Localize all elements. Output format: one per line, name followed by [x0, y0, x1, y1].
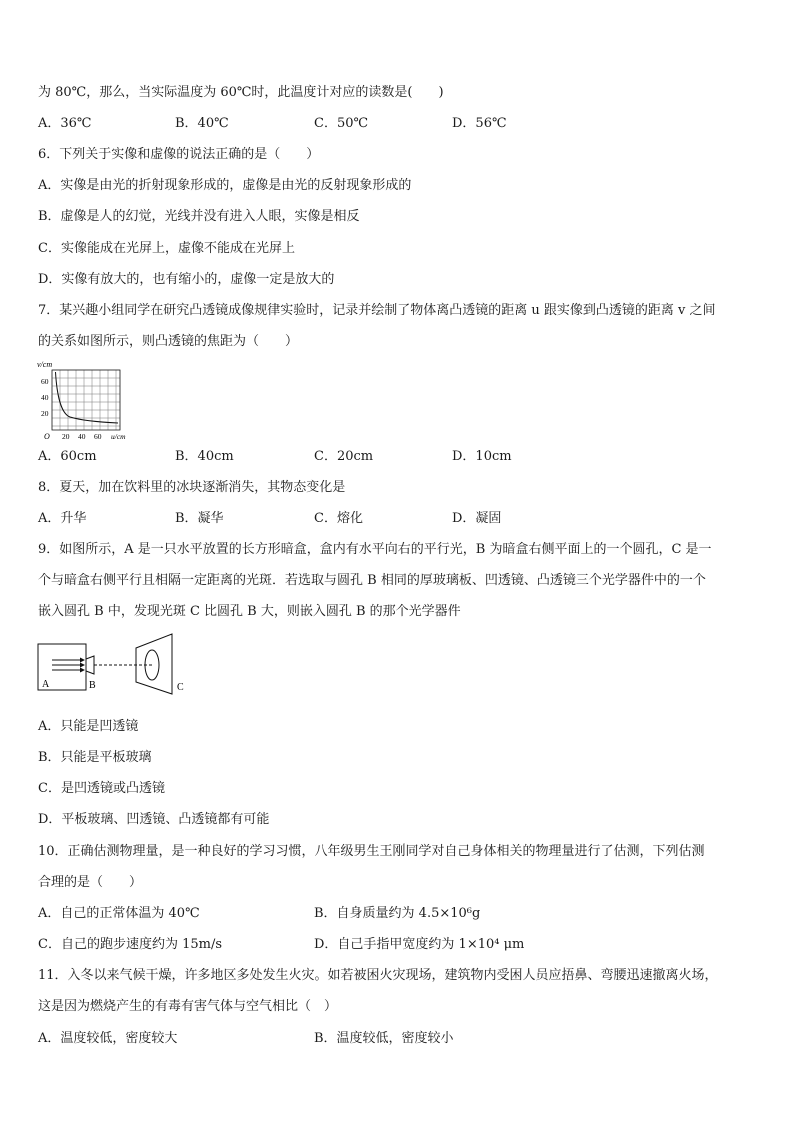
- q7-graph-ytick-60: 60: [41, 377, 49, 386]
- q5-option-d: D．56℃: [452, 116, 507, 131]
- q6-option-b: B．虚像是人的幻觉，光线并没有进入人眼，实像是相反: [38, 209, 360, 224]
- q8-option-c: C．熔化: [314, 511, 363, 526]
- q5-stem-tail: 为 80℃，那么，当实际温度为 60℃时，此温度计对应的读数是( ): [38, 85, 444, 100]
- label-c: C: [177, 682, 184, 693]
- q7-graph-curve: [56, 372, 119, 423]
- q10-stem-line2: 合理的是（ ）: [38, 875, 143, 890]
- label-b: B: [89, 680, 96, 691]
- q9-option-a: A．只能是凹透镜: [38, 719, 139, 734]
- q9-dark-box-diagram: [36, 630, 196, 696]
- q7-stem-line1: 7．某兴趣小组同学在研究凸透镜成像规律实验时，记录并绘制了物体离凸透镜的距离 u 跟实像到凸透镜的距离 v 之间: [38, 303, 716, 318]
- q11-stem-line2: 这是因为燃烧产生的有毒有害气体与空气相比（ ）: [38, 999, 338, 1014]
- q7-graph-xlabel: u/cm: [111, 432, 126, 441]
- q9-option-c: C．是凹透镜或凸透镜: [38, 781, 165, 796]
- q9-stem-line2: 个与暗盒右侧平行且相隔一定距离的光斑．若选取与圆孔 B 相同的厚玻璃板、凹透镜、凸透镜三个光学器件中的一个: [38, 573, 706, 588]
- q7-stem-line2: 的关系如图所示，则凸透镜的焦距为（ ）: [38, 334, 299, 349]
- label-a: A: [42, 679, 50, 690]
- q7-option-d: D．10cm: [452, 449, 512, 464]
- q7-option-c: C．20cm: [314, 449, 374, 464]
- q10-option-b: B．自身质量约为 4.5×10⁶g: [314, 906, 481, 921]
- q8-option-d: D．凝固: [452, 511, 502, 526]
- q7-graph-grid: [52, 370, 120, 430]
- q10-stem-line1: 10．正确估测物理量，是一种良好的学习习惯，八年级男生王刚同学对自己身体相关的物理量进行了估测，下列估测: [38, 844, 705, 859]
- q9-option-d: D．平板玻璃、凹透镜、凸透镜都有可能: [38, 812, 270, 827]
- q7-option-b: B．40cm: [175, 449, 234, 464]
- q7-uv-graph: [36, 358, 140, 442]
- q11-option-b: B．温度较低，密度较小: [314, 1031, 454, 1046]
- q6-stem: 6．下列关于实像和虚像的说法正确的是（ ）: [38, 147, 320, 162]
- q8-option-b: B．凝华: [175, 511, 224, 526]
- q11-option-a: A．温度较低，密度较大: [38, 1031, 178, 1046]
- q9-option-b: B．只能是平板玻璃: [38, 750, 152, 765]
- q10-option-a: A．自己的正常体温为 40℃: [38, 906, 200, 921]
- q5-option-b: B．40℃: [175, 116, 229, 131]
- q7-graph-xtick-20: 20: [62, 432, 70, 441]
- q7-option-a: A．60cm: [38, 449, 97, 464]
- q6-option-a: A．实像是由光的折射现象形成的，虚像是由光的反射现象形成的: [38, 178, 412, 193]
- q7-graph-origin: O: [44, 432, 50, 441]
- parallel-light-arrows: [52, 660, 80, 670]
- q7-graph-xtick-40: 40: [78, 432, 86, 441]
- q9-stem-line3: 嵌入圆孔 B 中，发现光斑 C 比圆孔 B 大，则嵌入圆孔 B 的那个光学器件: [38, 604, 461, 619]
- q7-graph-ytick-20: 20: [41, 409, 49, 418]
- q6-option-c: C．实像能成在光屏上，虚像不能成在光屏上: [38, 241, 295, 256]
- screen-c: [136, 634, 172, 694]
- q10-option-d: D．自己手指甲宽度约为 1×10⁴ μm: [314, 937, 525, 952]
- q5-option-a: A．36℃: [38, 116, 92, 131]
- q11-stem-line1: 11．入冬以来气候干燥，许多地区多处发生火灾。如若被困火灾现场，建筑物内受困人员应捂鼻、弯腰迅速撤离火场，: [38, 968, 718, 983]
- q6-option-d: D．实像有放大的，也有缩小的，虚像一定是放大的: [38, 272, 335, 287]
- q10-option-c: C．自己的跑步速度约为 15m/s: [38, 937, 222, 952]
- q7-graph-ylabel: v/cm: [37, 360, 53, 369]
- q8-option-a: A．升华: [38, 511, 87, 526]
- q8-stem: 8．夏天，加在饮料里的冰块逐渐消失，其物态变化是: [38, 480, 346, 495]
- q7-graph-xtick-60: 60: [94, 432, 102, 441]
- q7-graph-ytick-40: 40: [41, 393, 49, 402]
- q9-stem-line1: 9．如图所示，A 是一只水平放置的长方形暗盒，盒内有水平向右的平行光，B 为暗盒右侧平面上的一个圆孔，C 是一: [38, 542, 712, 557]
- q5-option-c: C．50℃: [314, 116, 369, 131]
- hole-b: [86, 656, 94, 674]
